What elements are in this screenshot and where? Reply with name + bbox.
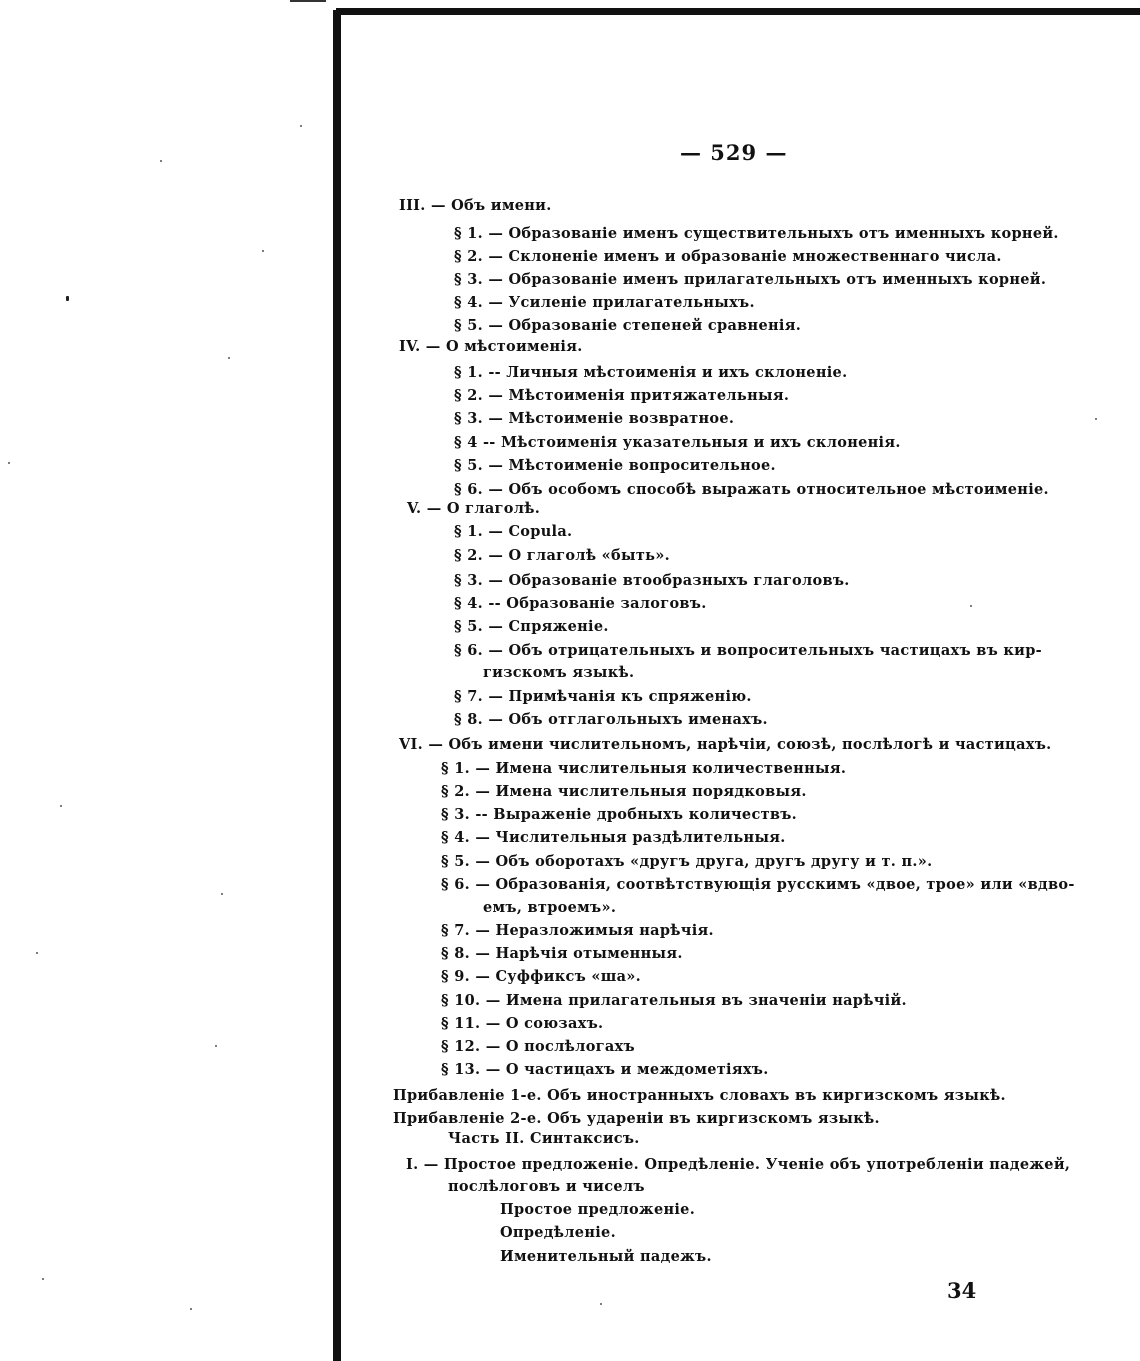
toc-chapter-heading: VI. — Объ имени числительномъ, нарѣчіи, союзѣ, послѣлогѣ и частицахъ. — [399, 736, 1052, 753]
toc-section: § 3. -- Выраженіе дробныхъ количествъ. — [441, 806, 798, 823]
scan-speck — [60, 805, 62, 807]
scan-speck — [36, 952, 38, 954]
toc-section: § 9. — Суффиксъ «ша». — [441, 968, 642, 985]
page-number: — 529 — — [680, 140, 788, 165]
toc-chapter-heading: V. — О глаголѣ. — [407, 500, 541, 517]
toc-section: § 10. — Имена прилагательныя въ значеніи нарѣчій. — [441, 992, 907, 1009]
scan-speck — [8, 462, 10, 464]
scan-speck — [215, 1045, 217, 1047]
scan-speck — [262, 250, 264, 252]
scan-speck — [600, 1303, 602, 1305]
scan-speck — [190, 1308, 192, 1310]
toc-section: § 6. — Объ отрицательныхъ и вопросительныхъ частицахъ въ кир- — [454, 642, 1042, 659]
toc-section: § 6. — Объ особомъ способѣ выражать относительное мѣстоименіе. — [454, 481, 1049, 498]
toc-section-continuation: гизскомъ языкѣ. — [483, 664, 635, 681]
scan-speck — [221, 893, 223, 895]
toc-section: § 2. — Склоненіе именъ и образованіе множественнаго числа. — [454, 248, 1002, 265]
toc-section: § 8. — Нарѣчія отыменныя. — [441, 945, 683, 962]
toc-section: § 1. — Имена числительныя количественныя. — [441, 760, 847, 777]
toc-section: § 5. — Образованіе степеней сравненія. — [454, 317, 802, 334]
toc-part-heading: Часть II. Синтаксисъ. — [448, 1130, 640, 1147]
toc-section: § 5. — Объ оборотахъ «другъ друга, другъ другу и т. п.». — [441, 853, 933, 870]
toc-section: § 1. — Copula. — [454, 523, 573, 540]
scan-speck — [66, 296, 69, 301]
toc-section: § 1. — Образованіе именъ существительныхъ отъ именныхъ корней. — [454, 225, 1059, 242]
toc-section: § 6. — Образованія, соотвѣтствующія русскимъ «двое, трое» или «вдво- — [441, 876, 1075, 893]
toc-section: § 7. — Примѣчанія къ спряженію. — [454, 688, 752, 705]
toc-section: § 5. — Мѣстоименіе вопросительное. — [454, 457, 776, 474]
toc-section: § 4. — Усиленіе прилагательныхъ. — [454, 294, 755, 311]
page-spine-edge — [333, 10, 341, 1361]
scan-speck — [228, 357, 230, 359]
toc-appendix: Прибавленіе 1-е. Объ иностранныхъ словахъ въ киргизскомъ языкѣ. — [393, 1087, 1006, 1104]
toc-section: § 5. — Спряженіе. — [454, 618, 609, 635]
toc-subsection: Простое предложеніе. — [500, 1201, 696, 1218]
scan-speck — [1095, 418, 1097, 420]
toc-section: § 13. — О частицахъ и междометіяхъ. — [441, 1061, 769, 1078]
toc-chapter-heading: I. — Простое предложеніе. Опредѣленіе. Ученіе объ употребленіи падежей, — [406, 1156, 1071, 1173]
toc-section: § 4. -- Образованіе залоговъ. — [454, 595, 707, 612]
toc-section: § 7. — Неразложимыя нарѣчія. — [441, 922, 714, 939]
toc-section: § 3. — Образованіе именъ прилагательныхъ отъ именныхъ корней. — [454, 271, 1047, 288]
toc-section: § 1. -- Личныя мѣстоименія и ихъ склоненіе. — [454, 364, 848, 381]
signature-mark: 34 — [947, 1278, 977, 1303]
toc-section: § 4 -- Мѣстоименія указательныя и ихъ склоненія. — [454, 434, 901, 451]
scan-speck — [300, 125, 302, 127]
toc-chapter-continuation: послѣлоговъ и чиселъ — [448, 1178, 645, 1195]
toc-section: § 8. — Объ отглагольныхъ именахъ. — [454, 711, 768, 728]
toc-chapter-heading: III. — Объ имени. — [399, 197, 552, 214]
toc-section: § 11. — О союзахъ. — [441, 1015, 604, 1032]
toc-subsection: Именительный падежъ. — [500, 1248, 712, 1265]
toc-chapter-heading: IV. — О мѣстоименія. — [399, 338, 583, 355]
scan-edge-mark — [290, 0, 326, 2]
toc-appendix: Прибавленіе 2-е. Объ удареніи въ киргизскомъ языкѣ. — [393, 1110, 880, 1127]
toc-section: § 2. — Мѣстоименія притяжательныя. — [454, 387, 790, 404]
scan-speck — [160, 160, 162, 162]
toc-section: § 4. — Числительныя раздѣлительныя. — [441, 829, 786, 846]
scan-speck — [42, 1278, 44, 1280]
scan-speck — [970, 605, 972, 607]
toc-section: § 2. — Имена числительныя порядковыя. — [441, 783, 807, 800]
toc-section: § 12. — О послѣлогахъ — [441, 1038, 635, 1055]
toc-subsection: Опредѣленіе. — [500, 1224, 616, 1241]
toc-section: § 2. — О глаголѣ «быть». — [454, 547, 670, 564]
toc-section: § 3. — Мѣстоименіе возвратное. — [454, 410, 735, 427]
toc-section: § 3. — Образованіе втообразныхъ глаголовъ. — [454, 572, 850, 589]
page-top-edge — [336, 8, 1140, 15]
toc-section-continuation: емъ, втроемъ». — [483, 899, 617, 916]
facing-page-margin — [0, 0, 336, 1361]
